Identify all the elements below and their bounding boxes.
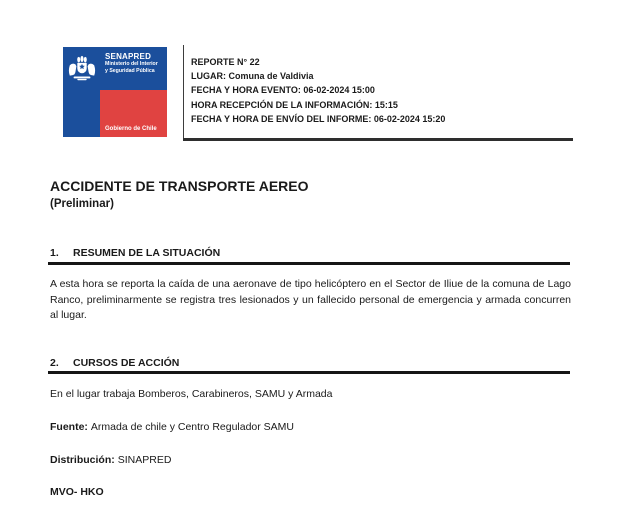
source-value: Armada de chile y Centro Regulador SAMU <box>90 421 295 433</box>
report-event-datetime: FECHA Y HORA EVENTO: 06-02-2024 15:00 <box>191 85 375 96</box>
logo-ministry-line1: Ministerio del Interior <box>105 61 158 67</box>
report-sent-datetime: FECHA Y HORA DE ENVÍO DEL INFORME: 06-02-2024 15:20 <box>191 113 446 124</box>
senapred-logo <box>63 47 167 137</box>
author-initials: MVO- HKO <box>50 486 104 498</box>
distribution-line <box>50 454 171 466</box>
logo-government-label: Gobierno de Chile <box>105 126 157 132</box>
section-1-body: A esta hora se reporta la caída de una aeronave de tipo helicóptero en el Sector de Iliue de la comuna de Lago Ranco, preliminarmente se registra tres lesionados y un fallecido personal de emergencia y armada concurren al lugar. <box>50 278 571 322</box>
header-divider-vertical <box>183 45 184 139</box>
coat-of-arms-panel <box>63 47 100 137</box>
logo-ministry-block <box>100 47 167 90</box>
report-number: REPORTE N° 22 <box>191 57 260 67</box>
distribution-label: Distribución: <box>50 454 115 466</box>
logo-org-name: SENAPRED <box>105 52 152 61</box>
logo-text-panel <box>100 47 167 137</box>
source-line <box>50 421 294 433</box>
source-label: Fuente: <box>50 421 88 433</box>
section-2-body: En el lugar trabaja Bomberos, Carabineros, SAMU y Armada <box>50 388 333 400</box>
report-reception-time: HORA RECEPCIÓN DE LA INFORMACIÓN: 15:15 <box>191 99 398 110</box>
section-1-rule <box>48 262 570 265</box>
distribution-value: SINAPRED <box>117 454 172 466</box>
section-1-number: 1. <box>50 247 59 259</box>
report-header-info <box>191 55 571 126</box>
section-2-heading <box>50 357 179 369</box>
section-2-number: 2. <box>50 357 59 369</box>
logo-government-block <box>100 90 167 137</box>
section-1-title: RESUMEN DE LA SITUACIÓN <box>73 247 221 259</box>
section-2-title: CURSOS DE ACCIÓN <box>73 357 180 369</box>
report-location: LUGAR: Comuna de Valdivia <box>191 71 314 82</box>
report-subtitle: (Preliminar) <box>50 198 114 210</box>
header-divider-horizontal <box>183 138 573 141</box>
report-title: ACCIDENTE DE TRANSPORTE AEREO <box>50 178 309 194</box>
section-2-rule <box>48 371 570 374</box>
logo-ministry-line2: y Seguridad Pública <box>105 67 155 74</box>
chile-coat-of-arms-icon <box>67 52 97 86</box>
section-1-heading <box>50 247 220 259</box>
